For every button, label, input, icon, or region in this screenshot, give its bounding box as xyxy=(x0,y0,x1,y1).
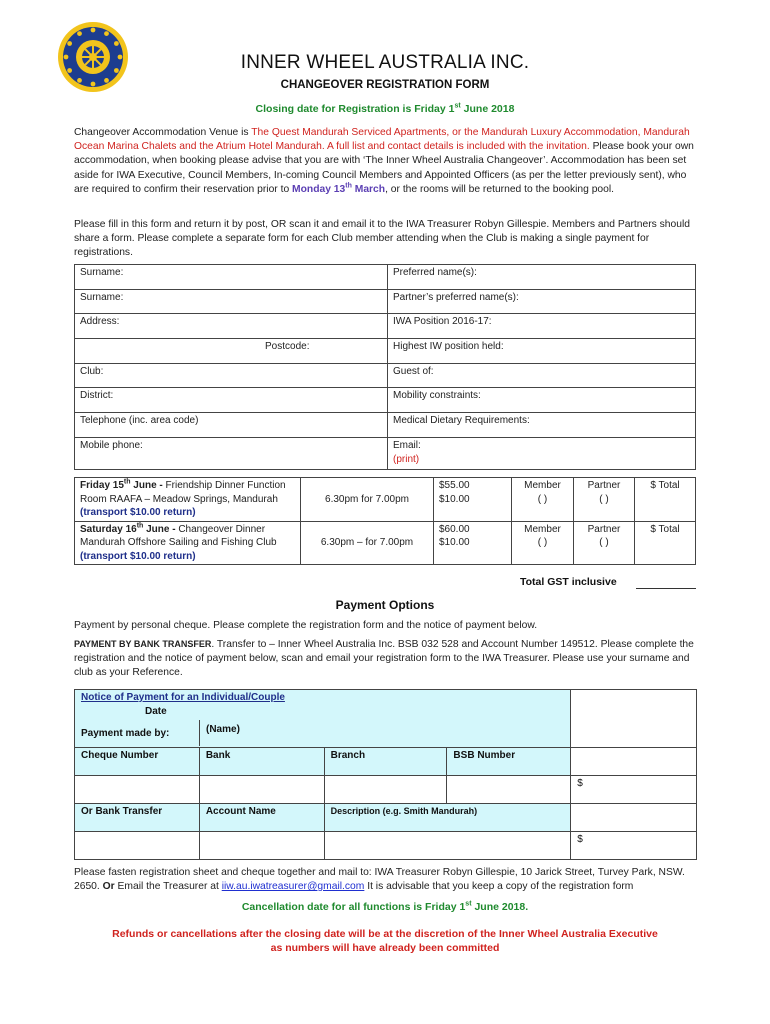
description-input[interactable] xyxy=(324,832,571,860)
payment-made-by-label: Payment made by: xyxy=(81,727,170,739)
cheque-number-label: Cheque Number xyxy=(75,748,200,776)
event-time: 6.30pm for 7.00pm xyxy=(301,478,434,522)
member-checkbox[interactable]: Member ( ) xyxy=(512,521,574,565)
partner-surname-field[interactable]: Surname: xyxy=(75,289,388,314)
notice-side-cell xyxy=(571,690,697,748)
blank-cell xyxy=(571,804,697,832)
partner-checkbox[interactable]: Partner ( ) xyxy=(574,521,635,565)
table-row xyxy=(75,804,697,832)
highest-position-field[interactable]: Highest IW position held: xyxy=(388,339,696,364)
table-row xyxy=(75,339,696,364)
transfer-amount-field[interactable]: $ xyxy=(571,832,697,860)
partner-preferred-name-field[interactable]: Partner’s preferred name(s): xyxy=(388,289,696,314)
event-total-field[interactable]: $ Total xyxy=(635,521,696,565)
branch-input[interactable] xyxy=(324,776,447,804)
table-row xyxy=(75,265,696,290)
bank-transfer-instructions: PAYMENT BY BANK TRANSFER. Transfer to – Inner Wheel Australia Inc. BSB 032 528 and Account Number 149512. Please complete the registration and the notice of payment below, scan and email your registration form to the IWA Treasurer. Please use your surname and club as your Reference. xyxy=(74,639,694,679)
table-row xyxy=(75,690,697,748)
event-time: 6.30pm – for 7.00pm xyxy=(301,521,434,565)
partner-checkbox[interactable]: Partner ( ) xyxy=(574,478,635,522)
event-price: $55.00 $10.00 xyxy=(434,478,512,522)
cheque-number-input[interactable] xyxy=(75,776,200,804)
guest-of-field[interactable]: Guest of: xyxy=(388,363,696,388)
page-title: INNER WHEEL AUSTRALIA INC. xyxy=(240,52,530,73)
table-row xyxy=(75,363,696,388)
form-subtitle: CHANGEOVER REGISTRATION FORM xyxy=(280,79,490,91)
member-checkbox[interactable]: Member ( ) xyxy=(512,478,574,522)
iwa-position-field[interactable]: IWA Position 2016-17: xyxy=(388,314,696,339)
cancellation-date: Cancellation date for all functions is Friday 1st June 2018. xyxy=(241,900,529,913)
closing-date: Closing date for Registration is Friday 1st June 2018 xyxy=(255,102,515,115)
notice-title: Notice of Payment for an Individual/Couple xyxy=(81,692,285,703)
payer-name-field[interactable]: (Name) xyxy=(199,720,570,746)
notice-header xyxy=(75,690,571,748)
blank-cell xyxy=(571,748,697,776)
email-field[interactable]: Email: (print) xyxy=(388,437,696,469)
branch-label: Branch xyxy=(324,748,447,776)
bsb-input[interactable] xyxy=(447,776,571,804)
bank-transfer-label: Or Bank Transfer xyxy=(75,804,200,832)
notice-of-payment-table xyxy=(74,689,697,860)
table-row xyxy=(75,413,696,438)
table-row xyxy=(75,289,696,314)
description-label: Description (e.g. Smith Mandurah) xyxy=(324,804,571,832)
mobility-field[interactable]: Mobility constraints: xyxy=(388,388,696,413)
event-price: $60.00 $10.00 xyxy=(434,521,512,565)
cheque-amount-field[interactable]: $ xyxy=(571,776,697,804)
table-row xyxy=(75,388,696,413)
table-row xyxy=(75,748,697,776)
table-row xyxy=(75,437,696,469)
postcode-field[interactable]: Postcode: xyxy=(75,339,388,364)
district-field[interactable]: District: xyxy=(75,388,388,413)
table-row xyxy=(75,478,696,522)
instructions-paragraph: Please fill in this form and return it by post, OR scan it and email it to the IWA Treasurer Robyn Gillespie. Members and Partners should share a form. Please complete a separate form for each Club member attending when the Club is making a single payment for registrations. xyxy=(74,219,690,259)
account-name-input[interactable] xyxy=(199,832,324,860)
club-field[interactable]: Club: xyxy=(75,363,388,388)
dietary-field[interactable]: Medical Dietary Requirements: xyxy=(388,413,696,438)
total-gst-label: Total GST inclusive xyxy=(520,576,617,588)
event-total-field[interactable]: $ Total xyxy=(635,478,696,522)
mobile-field[interactable]: Mobile phone: xyxy=(75,437,388,469)
refund-notice: Refunds or cancellations after the closing date will be at the discretion of the Inner Wheel Australia Executive as numbers will have already been committed xyxy=(112,928,658,954)
event-description: Friday 15th June - Friendship Dinner Function Room RAAFA – Meadow Springs, Mandurah (transport $10.00 return) xyxy=(75,478,301,522)
table-row xyxy=(75,776,697,804)
transfer-input[interactable] xyxy=(75,832,200,860)
cheque-instructions: Payment by personal cheque. Please complete the registration form and the notice of payment below. xyxy=(74,620,538,631)
total-input-line[interactable] xyxy=(636,588,696,589)
account-name-label: Account Name xyxy=(199,804,324,832)
bank-label: Bank xyxy=(199,748,324,776)
event-description: Saturday 16th June - Changeover Dinner Mandurah Offshore Sailing and Fishing Club (transport $10.00 return) xyxy=(75,521,301,565)
telephone-field[interactable]: Telephone (inc. area code) xyxy=(75,413,388,438)
treasurer-email-link[interactable]: iiw.au.iwatreasurer@gmail.com xyxy=(221,881,365,893)
mailing-instructions: Please fasten registration sheet and cheque together and mail to: IWA Treasurer Robyn Gillespie, 10 Jarick Street, Turvey Park, NSW. 2650. Or Email the Treasurer at iiw.au.iwatreasurer@gmail.com It is advisable that you keep a copy of the registration form xyxy=(74,867,685,893)
date-label: Date xyxy=(145,706,167,717)
address-field[interactable]: Address: xyxy=(75,314,388,339)
preferred-name-field[interactable]: Preferred name(s): xyxy=(388,265,696,290)
events-table xyxy=(74,477,696,565)
table-row xyxy=(75,521,696,565)
bank-input[interactable] xyxy=(199,776,324,804)
table-row xyxy=(75,314,696,339)
accommodation-paragraph: Changeover Accommodation Venue is The Quest Mandurah Serviced Apartments, or the Mandurah Luxury Accommodation, Mandurah Ocean Marina Chalets and the Atrium Hotel Mandurah. A full list and contact details is included with the invitation. Please book your own accommodation, when booking please advise that you are with ‘The Inner Wheel Australia Changeover’. Accommodation has been set aside for IWA Executive, Council Members, In-coming Council Members and Appointed Officers (as per the letter previously sent), who are required to confirm their reservation prior to Monday 13th March, or the rooms will be returned to the booking pool. xyxy=(74,127,694,195)
payment-options-heading: Payment Options xyxy=(335,598,435,612)
surname-field[interactable]: Surname: xyxy=(75,265,388,290)
registration-details-table xyxy=(74,264,696,470)
table-row xyxy=(75,832,697,860)
bsb-number-label: BSB Number xyxy=(447,748,571,776)
